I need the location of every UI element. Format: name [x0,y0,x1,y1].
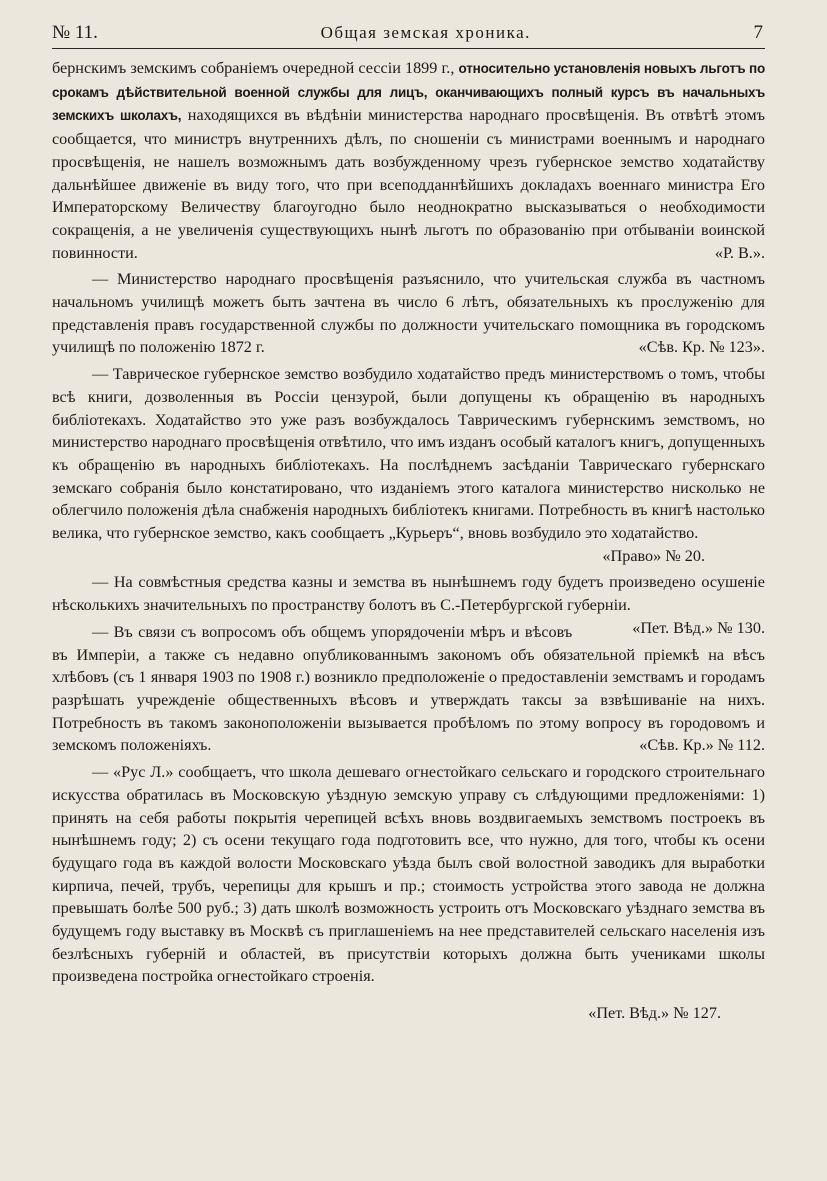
news-item [52,621,765,757]
news-item [52,761,765,988]
source-citation: «Право» № 20. [602,546,705,565]
paragraph-continued [52,57,765,264]
news-item-text: — «Рус Л.» сообщаетъ, что школа дешеваго огнестойкаго сельскаго и городского строительнаго искусства обратилась въ Московскую уѣздную земскую управу съ слѣдующими предложеніями: 1) принять на себя работы покрытія черепицей всѣхъ вновь воздвигаемыхъ земствомъ построекъ въ нынѣшнемъ году; 2) съ осени текущаго года подготовить все, что нужно, для того, чтобы къ осени будущаго года въ каждой волости Московскаго уѣзда былъ свой волостной заводикъ для выработки кирпича, печей, трубъ, черепицы для крышъ и пр.; стоимость устройства этого завода не должна превышать болѣе 500 руб.; 3) дать школѣ возможность устроить отъ Московскаго уѣзднаго земства въ будущемъ году выставку въ Москвѣ съ приглашеніемъ на нее представителей сельскаго населенія изъ безлѣсныхъ губерній и областей, въ присутствіи которыхъ должна быть учениками школы произведена постройка огнестойкаго строенія. [52,763,765,986]
news-item-text: — На совмѣстныя средства казны и земства въ нынѣшнемъ году будетъ произведено осушеніе нѣсколькихъ значительныхъ по пространству болотъ въ С.-Петербургской губерніи. [52,573,765,615]
paragraph-text-pre: бернскимъ земскимъ собраніемъ очередной сессіи 1899 г., [52,59,459,77]
source-citation: «Сѣв. Кр.» № 112. [639,736,765,755]
article-body [52,57,765,988]
news-item-text: — Таврическое губернское земство возбудило ходатайство предъ министерствомъ о томъ, чтобы всѣ книги, дозволенныя въ Россіи цензурой, были допущены къ обращенію въ народныхъ библіотекахъ. Ходатайство это уже разъ возбуждалось Таврическимъ губернскимъ земствомъ, но министерство народнаго просвѣщенія отвѣтило, что имъ изданъ особый каталогъ книгъ, допущенныхъ къ обращенію въ народныхъ библіотекахъ. На послѣднемъ засѣданіи Таврическаго губернскаго земскаго собранія было констатировано, что изданіемъ этого каталога министерство нисколько не облегчило положенія дѣла снабженія народныхъ библіотекъ книгами. Потребность въ книгѣ настолько велика, что губернское земство, какъ сообщаетъ „Курьеръ“, вновь возбудило это ходатайство. [52,365,765,543]
running-header [52,22,765,48]
issue-number: № 11. [52,22,98,43]
source-citation: «Пет. Вѣд.» № 127. [588,1004,721,1023]
header-rule [52,48,765,49]
page-number: 7 [753,22,763,43]
source-citation: «Пет. Вѣд.» № 130. [632,618,765,637]
news-item [52,571,765,637]
news-item-text: — Въ связи съ вопросомъ объ общемъ упорядоченіи мѣръ и вѣсовъ въ Имперіи, а также съ недавно опубликованнымъ закономъ объ обязательной пріемкѣ на вѣсъ хлѣбовъ (съ 1 января 1903 по 1908 г.) возникло предположеніе о предоставленіи земствамъ и городамъ разрѣшать учрежденіе общественныхъ вѣсовъ и утверждать таксы за взвѣшиваніе на нихъ. Потребность въ такомъ законоположеніи вызывается пробѣломъ по этому вопросу въ городовомъ и земскомъ положеніяхъ. [52,622,765,755]
news-item-text: — Министерство народнаго просвѣщенія разъяснило, что учительская служба въ частномъ начальномъ училищѣ можетъ быть зачтена въ число 6 лѣтъ, обязательныхъ къ прослуженію для представленія правъ государственной службы по должности учительскаго помощника въ городскомъ училищѣ по положенію 1872 г. [52,270,765,357]
paragraph-text-post: находящихся въ вѣдѣніи министерства народнаго просвѣщенія. Въ отвѣтѣ этомъ сообщается, что министръ внутреннихъ дѣлъ, по сношеніи съ министрами военнымъ и народнаго просвѣщенія, не нашелъ возможнымъ дать возбужденному чрезъ губернское земство ходатайству дальнѣйшее движеніе въ виду того, что при всеподданнѣйшихъ докладахъ военнаго министра Его Императорскому Величеству благоугодно было неоднократно высказываться о необходимости сокращенія, а не увеличенія существующихъ нынѣ льготъ по образованію при отбываніи воинской повинности. [52,106,765,262]
source-citation: «Сѣв. Кр. № 123». [638,338,765,357]
section-title: Общая земская хроника. [320,23,531,42]
news-item [52,268,765,359]
source-citation: «Р. В.». [714,243,765,262]
paragraph-bold-text: относительно установленія новыхъ льготъ по срокамъ дѣйствительной военной службы для лицъ, оканчивающихъ полный курсъ въ начальныхъ земскихъ школахъ, [52,61,765,124]
news-item [52,363,765,545]
